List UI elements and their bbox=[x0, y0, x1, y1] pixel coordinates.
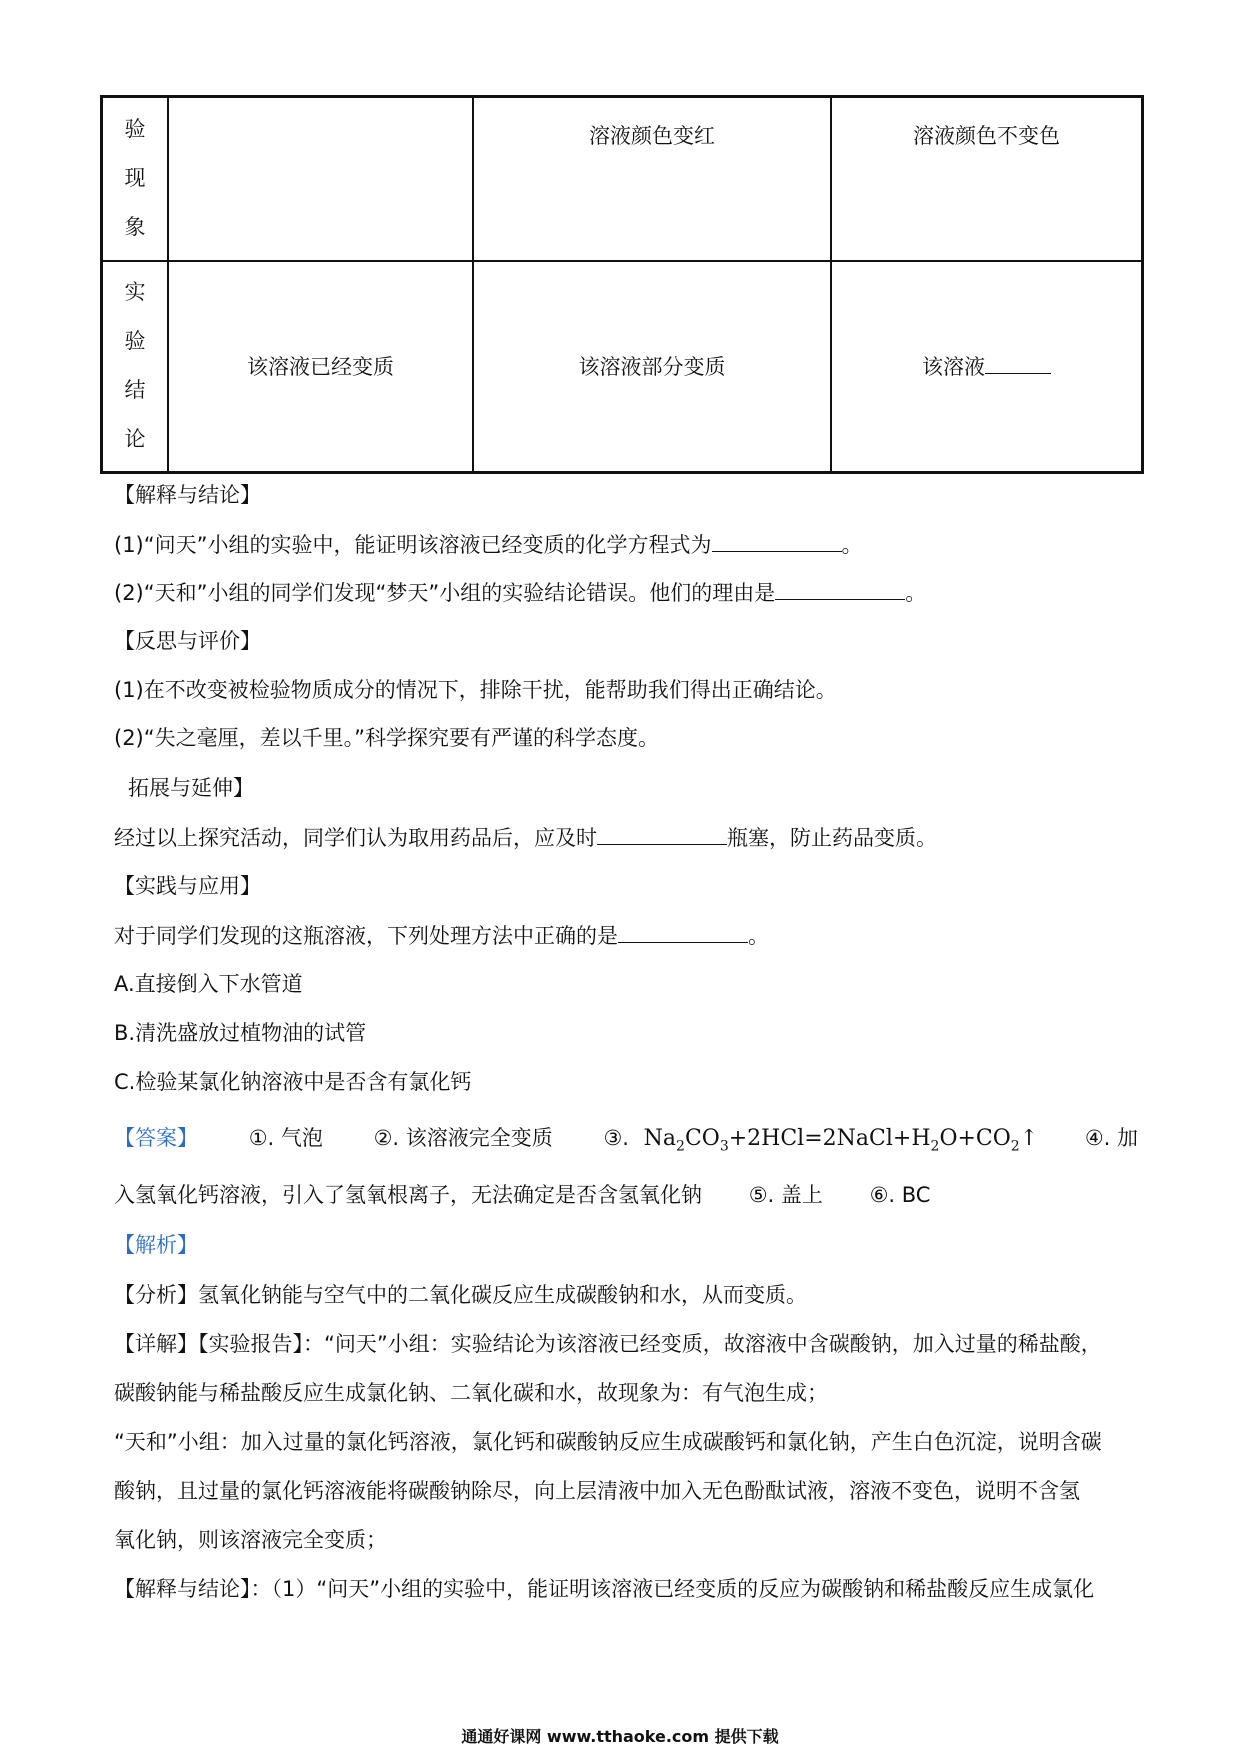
fill-blank bbox=[985, 353, 1051, 374]
question-line: 对于同学们发现的这瓶溶液，下列处理方法中正确的是 。 bbox=[114, 920, 769, 951]
text-line: 酸钠，且过量的氯化钙溶液能将碳酸钠除尽，向上层清液中加入无色酚酞试液，溶液不变色，说明不含氢 bbox=[114, 1479, 1080, 1503]
row-header-phenomenon: 验 现 象 bbox=[102, 97, 169, 261]
fill-blank bbox=[712, 529, 842, 552]
text-line: 碳酸钠能与稀盐酸反应生成氯化钠、二氧化碳和水，故现象为：有气泡生成； bbox=[114, 1381, 828, 1405]
question-line: 经过以上探究活动，同学们认为取用药品后，应及时 瓶塞，防止药品变质。 bbox=[114, 822, 937, 853]
text-line: 【解释与结论】：（1）“问天”小组的实验中，能证明该溶液已经变质的反应为碳酸钠和稀盐酸反应生成氯化 bbox=[114, 1577, 1095, 1601]
question-line: (2)“天和”小组的同学们发现“梦天”小组的实验结论错误。他们的理由是 。 bbox=[114, 577, 926, 608]
table-cell: 溶液颜色变红 bbox=[473, 97, 831, 261]
row-header-conclusion: 实 验 结 论 bbox=[102, 261, 169, 473]
option-b: B.清洗盛放过植物油的试管 bbox=[114, 1021, 367, 1045]
question-line: (1)“问天”小组的实验中，能证明该溶液已经变质的化学方程式为 。 bbox=[114, 529, 863, 560]
table-cell: 该溶液已经变质 bbox=[168, 261, 473, 473]
fill-blank bbox=[775, 577, 905, 600]
text-line: “天和”小组：加入过量的氯化钙溶液，氯化钙和碳酸钠反应生成碳酸钙和氯化钠，产生白色沉淀，说明含碳 bbox=[114, 1430, 1102, 1454]
answer-line: 【答案】 ①. 气泡 ②. 该溶液完全变质 ③. $Na_2CO_3+2HCl=2NaCl+H_2O+CO_2↑$ ④. 加 bbox=[114, 1126, 1139, 1155]
table-row bbox=[102, 97, 1143, 261]
experiment-report-table bbox=[100, 95, 1144, 474]
text-line: (1)在不改变被检验物质成分的情况下，排除干扰，能帮助我们得出正确结论。 bbox=[114, 678, 837, 702]
table-cell: 该溶液部分变质 bbox=[473, 261, 831, 473]
option-c: C.检验某氯化钠溶液中是否含有氯化钙 bbox=[114, 1070, 472, 1094]
table-cell-with-blank: 该溶液 bbox=[831, 261, 1143, 473]
text-line: 【分析】氢氧化钠能与空气中的二氧化碳反应生成碳酸钠和水，从而变质。 bbox=[114, 1283, 807, 1307]
section-heading: 【反思与评价】 bbox=[114, 629, 261, 653]
chemical-equation: $Na_2CO_3+2HCl=2NaCl+H_2O+CO_2↑$ bbox=[643, 1126, 1039, 1155]
section-heading: 拓展与延伸】 bbox=[128, 776, 254, 800]
table-row bbox=[102, 261, 1143, 473]
answer-line: 入氢氧化钙溶液，引入了氢氧根离子，无法确定是否含氢氧化钠 ⑤. 盖上 ⑥. BC bbox=[114, 1183, 931, 1207]
text-line: (2)“失之毫厘，差以千里。”科学探究要有严谨的科学态度。 bbox=[114, 726, 660, 750]
analysis-label: 【解析】 bbox=[114, 1233, 198, 1257]
page-footer: 通通好课网 www.tthaoke.com 提供下载 bbox=[461, 1727, 779, 1746]
text-line: 氧化钠，则该溶液完全变质； bbox=[114, 1528, 387, 1552]
option-a: A.直接倒入下水管道 bbox=[114, 972, 303, 996]
section-heading: 【实践与应用】 bbox=[114, 874, 261, 898]
table-cell bbox=[168, 97, 473, 261]
fill-blank bbox=[618, 920, 748, 943]
answer-label: 【答案】 bbox=[114, 1126, 198, 1150]
fill-blank bbox=[597, 822, 727, 845]
section-heading: 【解释与结论】 bbox=[114, 483, 261, 507]
text-line: 【详解】【实验报告】：“问天”小组：实验结论为该溶液已经变质，故溶液中含碳酸钠，加入过量的稀盐酸， bbox=[114, 1332, 1102, 1356]
table-cell: 溶液颜色不变色 bbox=[831, 97, 1143, 261]
